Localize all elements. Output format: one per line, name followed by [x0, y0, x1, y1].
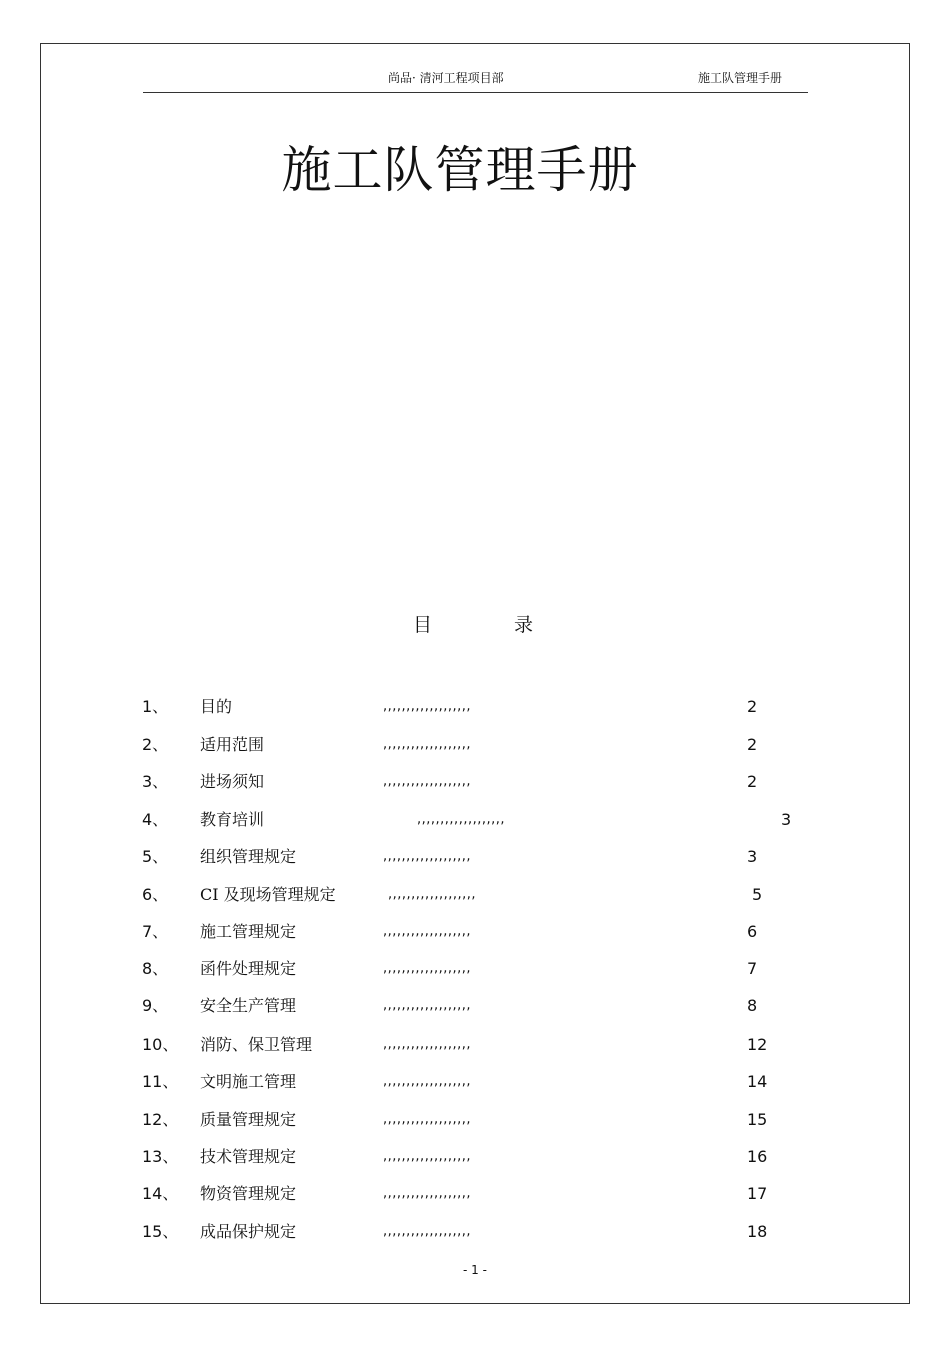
toc-entry-number: 5、 — [142, 847, 169, 866]
toc-entry-page: 14 — [747, 1072, 768, 1091]
toc-entry-number: 3、 — [142, 772, 169, 791]
toc-entry-label: 目的 — [200, 697, 233, 716]
toc-entry — [0, 1070, 950, 1094]
header-manual-name: 施工队管理手册 — [698, 71, 783, 85]
toc-heading-right: 录 — [514, 614, 534, 636]
toc-entry — [0, 883, 950, 907]
toc-entry-page: 17 — [747, 1184, 768, 1203]
document-title: 施工队管理手册 — [281, 141, 639, 199]
toc-entry-number: 9、 — [142, 996, 169, 1015]
toc-entry — [0, 1145, 950, 1169]
toc-entry-page: 16 — [747, 1147, 768, 1166]
toc-entry-label: 施工管理规定 — [200, 922, 297, 941]
toc-entry — [0, 920, 950, 944]
header-project-name: 尚品· 清河工程项目部 — [388, 71, 504, 85]
toc-heading-left: 目 — [413, 614, 433, 636]
toc-entry-page: 2 — [747, 772, 758, 791]
toc-entry-number: 14、 — [142, 1184, 179, 1203]
page-number: - 1 - — [463, 1263, 487, 1277]
toc-entry — [0, 1182, 950, 1206]
toc-entry-page: 15 — [747, 1110, 768, 1129]
toc-entry-number: 10、 — [142, 1035, 179, 1054]
toc-entry-page: 12 — [747, 1035, 768, 1054]
toc-entry-leader: ,,,,,,,,,,,,,,,,,,, — [417, 812, 506, 827]
toc-entry-number: 8、 — [142, 959, 169, 978]
toc-entry-label: 文明施工管理 — [200, 1072, 297, 1091]
toc-entry — [0, 1220, 950, 1244]
toc-entry-leader: ,,,,,,,,,,,,,,,,,,, — [383, 998, 472, 1013]
toc-entry-label: 教育培训 — [200, 810, 265, 829]
toc-entry-leader: ,,,,,,,,,,,,,,,,,,, — [388, 887, 477, 902]
toc-entry — [0, 957, 950, 981]
toc-entry-leader: ,,,,,,,,,,,,,,,,,,, — [383, 1112, 472, 1127]
toc-entry-leader: ,,,,,,,,,,,,,,,,,,, — [383, 1224, 472, 1239]
toc-entry-leader: ,,,,,,,,,,,,,,,,,,, — [383, 1037, 472, 1052]
toc-entry — [0, 695, 950, 719]
toc-entry-leader: ,,,,,,,,,,,,,,,,,,, — [383, 849, 472, 864]
toc-heading — [413, 612, 533, 638]
toc-entry-page: 8 — [747, 996, 758, 1015]
toc-entry — [0, 1033, 950, 1057]
toc-entry-label: 技术管理规定 — [200, 1147, 297, 1166]
toc-entry-page: 6 — [747, 922, 758, 941]
toc-entry-page: 18 — [747, 1222, 768, 1241]
toc-entry-leader: ,,,,,,,,,,,,,,,,,,, — [383, 961, 472, 976]
toc-entry-label: 适用范围 — [200, 735, 265, 754]
toc-entry-page: 2 — [747, 735, 758, 754]
toc-entry-leader: ,,,,,,,,,,,,,,,,,,, — [383, 1074, 472, 1089]
toc-entry — [0, 770, 950, 794]
toc-entry-label: 组织管理规定 — [200, 847, 297, 866]
toc-entry-label: 消防、保卫管理 — [200, 1035, 313, 1054]
toc-entry-leader: ,,,,,,,,,,,,,,,,,,, — [383, 1186, 472, 1201]
toc-entry-number: 12、 — [142, 1110, 179, 1129]
toc-entry-page: 5 — [752, 885, 763, 904]
toc-entry-label: 物资管理规定 — [200, 1184, 297, 1203]
toc-entry-number: 4、 — [142, 810, 169, 829]
toc-entry-label: CI 及现场管理规定 — [200, 885, 336, 904]
toc-entry — [0, 1108, 950, 1132]
toc-entry-leader: ,,,,,,,,,,,,,,,,,,, — [383, 1149, 472, 1164]
toc-entry-page: 3 — [781, 810, 792, 829]
toc-entry — [0, 845, 950, 869]
toc-entry-label: 函件处理规定 — [200, 959, 297, 978]
toc-entry-number: 2、 — [142, 735, 169, 754]
toc-entry-number: 1、 — [142, 697, 169, 716]
toc-entry — [0, 808, 950, 832]
toc-entry-label: 质量管理规定 — [200, 1110, 297, 1129]
toc-entry-label: 进场须知 — [200, 772, 265, 791]
toc-entry-leader: ,,,,,,,,,,,,,,,,,,, — [383, 924, 472, 939]
toc-entry — [0, 994, 950, 1018]
toc-entry-number: 15、 — [142, 1222, 179, 1241]
toc-entry-leader: ,,,,,,,,,,,,,,,,,,, — [383, 699, 472, 714]
toc-entry-label: 成品保护规定 — [200, 1222, 297, 1241]
toc-entry-number: 7、 — [142, 922, 169, 941]
toc-entry-number: 13、 — [142, 1147, 179, 1166]
toc-entry-page: 2 — [747, 697, 758, 716]
toc-entry-page: 7 — [747, 959, 758, 978]
toc-entry-leader: ,,,,,,,,,,,,,,,,,,, — [383, 737, 472, 752]
toc-entry-leader: ,,,,,,,,,,,,,,,,,,, — [383, 774, 472, 789]
toc-entry-label: 安全生产管理 — [200, 996, 297, 1015]
toc-entry-number: 11、 — [142, 1072, 179, 1091]
toc-entry-page: 3 — [747, 847, 758, 866]
toc-entry-number: 6、 — [142, 885, 169, 904]
header-divider — [143, 92, 808, 93]
toc-entry — [0, 733, 950, 757]
